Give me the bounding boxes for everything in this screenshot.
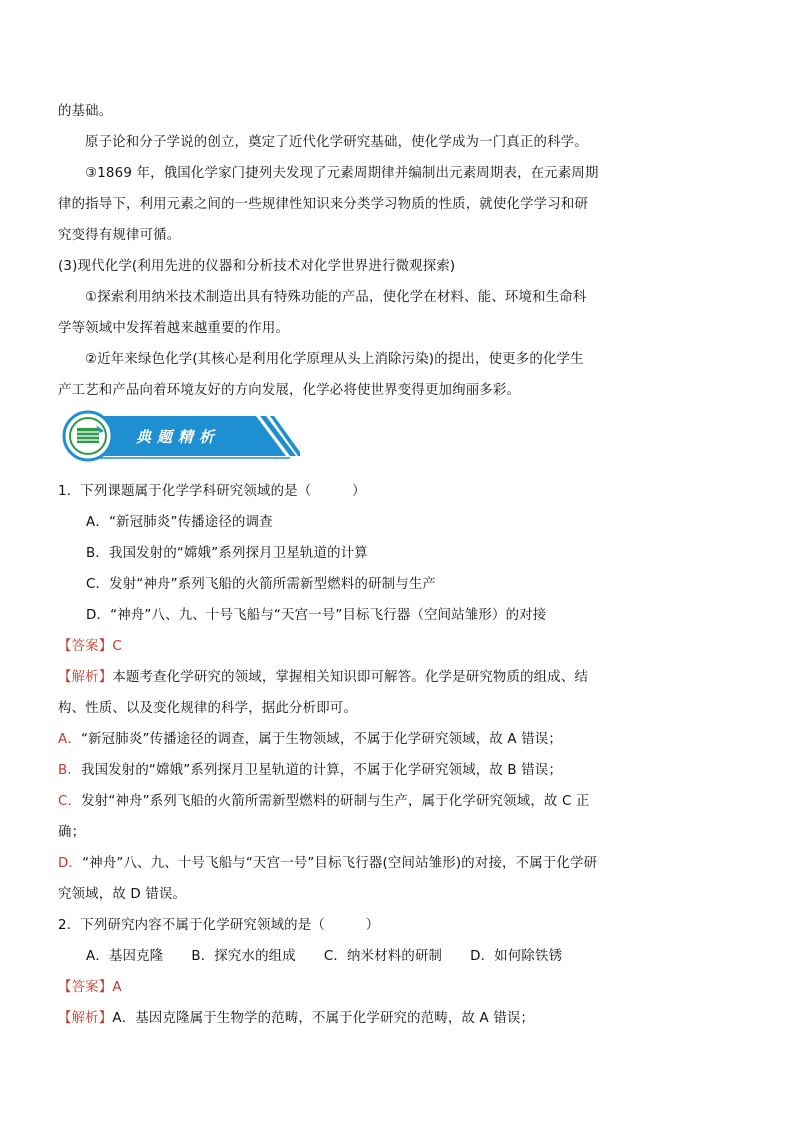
analysis-item-text: 我国发射的“嫦娥”系列探月卫星轨道的计算，不属于化学研究领域，故 B 错误；: [80, 763, 563, 778]
analysis-tag: 【解析】: [58, 670, 113, 685]
question-1-option-c: C．发射“神舟”系列飞船的火箭所需新型燃料的研制与生产: [86, 577, 436, 592]
question-1-analysis: [58, 662, 618, 693]
analysis-item: C．发射“神舟”系列飞船的火箭所需新型燃料的研制与生产，属于化学研究领域，故 C 正: [58, 794, 590, 809]
question-2-answer: [58, 972, 618, 1003]
banner-title: 典题精析: [136, 428, 221, 446]
analysis-item: A．“新冠肺炎”传播途径的调查，属于生物领域，不属于化学研究领域，故 A 错误；: [58, 732, 562, 747]
answer-value: A: [112, 980, 122, 995]
document-content: [58, 96, 618, 1034]
analysis-text: 构、性质、以及变化规律的科学，据此分析即可。: [58, 701, 357, 716]
analysis-item: D．“神舟”八、九、十号飞船与“天宫一号”目标飞行器(空间站雏形)的对接，不属于化学研: [58, 856, 598, 871]
intro-line: ②近年来绿色化学(其核心是利用化学原理从头上消除污染)的提出，使更多的化学生: [85, 352, 584, 367]
section-banner: [58, 408, 618, 468]
analysis-item-text: “神舟”八、九、十号飞船与“天宫一号”目标飞行器(空间站雏形)的对接，不属于化学研: [82, 856, 598, 871]
question-2-option-d: D．如何除铁锈: [470, 949, 563, 964]
intro-line: 的基础。: [58, 104, 113, 119]
question-1-option-b: B．我国发射的“嫦娥”系列探月卫星轨道的计算: [86, 546, 368, 561]
analysis-item: 确；: [58, 825, 86, 840]
analysis-item-text: “新冠肺炎”传播途径的调查，属于生物领域，不属于化学研究领域，故 A 错误；: [80, 732, 562, 747]
analysis-item: B．我国发射的“嫦娥”系列探月卫星轨道的计算，不属于化学研究领域，故 B 错误；: [58, 763, 563, 778]
intro-line: 产工艺和产品向着环境友好的方向发展，化学必将使世界变得更加绚丽多彩。: [58, 383, 521, 398]
question-2-option-c: C．纳米材料的研制: [323, 949, 443, 964]
analysis-tag: 【解析】: [58, 1011, 113, 1026]
intro-line: ①探索利用纳米技术制造出具有特殊功能的产品，使化学在材料、能、环境和生命科: [85, 290, 587, 305]
question-1-option-d: D．“神舟”八、九、十号飞船与“天宫一号”目标飞行器（空间站雏形）的对接: [86, 608, 547, 623]
question-2-analysis: [58, 1003, 618, 1034]
analysis-text: A．基因克隆属于生物学的范畴，不属于化学研究的范畴，故 A 错误；: [112, 1011, 535, 1026]
intro-line: 律的指导下，利用元素之间的一些规律性知识来分类学习物质的性质，就使化学学习和研: [58, 197, 589, 212]
intro-line: 学等领域中发挥着越来越重要的作用。: [58, 321, 290, 336]
analysis-item: 究领域，故 D 错误。: [58, 887, 187, 902]
question-2-option-b: B．探究水的组成: [191, 949, 296, 964]
answer-tag: 【答案】: [58, 639, 113, 654]
intro-line: ③1869 年，俄国化学家门捷列夫发现了元素周期律并编制出元素周期表，在元素周期: [85, 166, 599, 181]
question-1-stem: 1．下列课题属于化学学科研究领域的是（ ）: [58, 484, 366, 499]
section-heading: (3)现代化学(利用先进的仪器和分析技术对化学世界进行微观探索): [58, 259, 456, 274]
question-2-stem: 2．下列研究内容不属于化学研究领域的是（ ）: [58, 918, 380, 933]
question-1-answer: [58, 631, 618, 662]
question-2-options: [58, 941, 618, 972]
answer-value: C: [112, 639, 122, 654]
question-2-option-a: A．基因克隆: [86, 949, 164, 964]
intro-line: 究变得有规律可循。: [58, 228, 181, 243]
analysis-text: 本题考查化学研究的领域，掌握相关知识即可解答。化学是研究物质的组成、结: [112, 670, 589, 685]
answer-tag: 【答案】: [58, 980, 113, 995]
intro-line: 原子论和分子学说的创立，奠定了近代化学研究基础，使化学成为一门真正的科学。: [85, 135, 588, 150]
analysis-item-text: 发射“神舟”系列飞船的火箭所需新型燃料的研制与生产，属于化学研究领域，故 C 正: [81, 794, 590, 809]
question-1-option-a: A．“新冠肺炎”传播途径的调查: [86, 515, 273, 530]
